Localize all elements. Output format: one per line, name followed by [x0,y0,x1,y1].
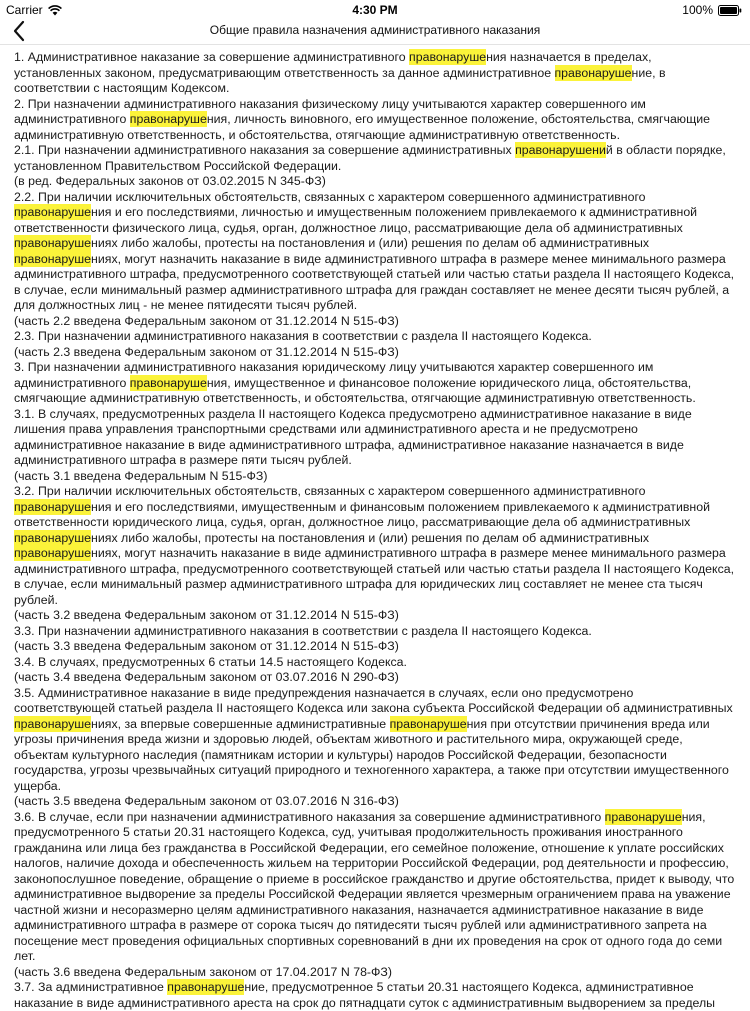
battery-icon [718,5,742,16]
paragraph-text: ниях либо жалобы, протесты на постановления и (или) решения по делам об административных [91,236,650,250]
search-highlight: правонаруше [14,236,92,250]
search-highlight: правонаруше [167,980,245,994]
paragraph-text: ние, предусмотренное 5 статьи 20.31 настоящего Кодекса, административное наказание в виде административного ареста на срок до пятнадцати суток с административным выдворением за пределы [14,980,716,1010]
search-highlight: правонаруше [129,375,207,390]
article-paragraph [14,407,736,469]
battery-percent: 100% [682,3,713,17]
article-paragraph [14,469,736,485]
paragraph-text: 3.4. В случаях, предусмотренных 6 статьи 14.5 настоящего Кодекса. [14,654,407,669]
article-paragraph [14,810,736,965]
status-time: 4:30 PM [352,3,398,17]
paragraph-text: (часть 3.5 введена Федеральным законом от 03.07.2016 N 316-ФЗ) [14,794,399,808]
paragraph-text: ниях, за впервые совершенные административные [91,716,390,731]
search-highlight: правонаруше [14,716,92,731]
article-paragraph [14,190,736,314]
paragraph-text: 3.3. При назначении административного наказания в соответствии с раздела II настоящего Кодекса. [14,623,592,638]
paragraph-text: ния и его последствиями, личностью и имущественным положением привлекаемого к административной ответственности физического лица, судья, орган, должностное лицо, рассматривающие дела об административных [14,205,698,235]
paragraph-text: ния при отсутствии причинения вреда или угрозы причинения вреда жизни и здоровью людей, объектам животного и растительного мира, окружающей среде, объектам культурного наследия (памятникам истории и культуры) народов Российской Федерации, безопасности государства, угрозы чрезвычайных ситуаций природного и техногенного характера, а также при отсутствии имущественного ущерба. [14,716,729,793]
search-highlight: правонаруше [14,205,92,219]
search-highlight: правонаруше [14,251,92,266]
paragraph-text: (часть 3.3 введена Федеральным законом от 31.12.2014 N 515-ФЗ) [14,639,399,653]
article-paragraph [14,686,736,795]
paragraph-text: 2.3. При назначении административного наказания в соответствии с раздела II настоящего Кодекса. [14,329,592,343]
article-paragraph [14,314,736,330]
article-paragraph [14,97,736,144]
paragraph-text: (часть 2.2 введена Федеральным законом от 31.12.2014 N 515-ФЗ) [14,313,399,328]
article-paragraph [14,980,736,1011]
article-paragraph [14,174,736,190]
article-paragraph [14,670,736,686]
paragraph-text: 3. При назначении административного наказания юридическому лицу учитываются характер совершенного им административного [14,360,654,390]
search-highlight: правонаруше [14,546,92,560]
paragraph-text: 3.1. В случаях, предусмотренных раздела II настоящего Кодекса предусмотрено административное наказание в виде лишения права управления транспортными средствами или административного ареста и не предусмотрено административное наказание в виде административного штрафа, административное наказание назначается в виде административного штрафа в размере пяти тысяч рублей. [14,406,692,467]
paragraph-text: ния, предусмотренного 5 статьи 20.31 настоящего Кодекса, суд, учитывая продолжительность проживания иностранного гражданина или лица без гражданства в Российской Федерации, его семейное положение, отношение к уплате российских налогов, наличие дохода и обеспеченность жильем на территории Российской Федерации, род деятельности и профессию, законопослушное поведение, обращение о приеме в российское гражданство и другие обстоятельства, придет к выводу, что административное выдворение за пределы Российской Федерации является чрезмерным ограничением права на уважение частной жизни и несоразмерно целям административного наказания, назначается административное наказание в виде административного штрафа в размере от сорока тысяч до пятидесяти тысяч рублей или административного запрета на посещение мест проведения официальных спортивных соревнований в дни их проведения на срок от одного года до семи лет. [14,809,735,963]
paragraph-text: 3.5. Административное наказание в виде предупреждения назначается в случаях, если оно предусмотрено соответствующей статьей раздела II настоящего Кодекса или закона субъекта Российской Федерации об административных [14,685,733,715]
paragraph-text: (часть 3.4 введена Федеральным законом от 03.07.2016 N 290-ФЗ) [14,670,399,684]
article-paragraph [14,143,736,174]
article-paragraph [14,624,736,640]
paragraph-text: ниях, могут назначить наказание в виде административного штрафа в размере менее минимального размера административного штрафа, предусмотренного соответствующей статьей или частью статьи раздела II настоящего Кодекса, в случае, если минимальный размер административного штрафа для юридических лиц составляет не менее ста тысяч рублей. [14,546,735,607]
paragraph-text: (часть 3.2 введена Федеральным законом от 31.12.2014 N 515-ФЗ) [14,608,399,622]
search-highlight: правонарушени [515,143,606,157]
status-right [682,3,742,17]
paragraph-text: 1. Административное наказание за совершение административного [14,50,410,64]
search-highlight: правонаруше [409,50,487,64]
navigation-bar [0,20,750,45]
paragraph-text: 2. При назначении административного наказания физическому лицу учитываются характер совершенного им административного [14,96,646,126]
paragraph-text: ния и его последствиями, имущественным и финансовым положением привлекаемого к административной ответственности юридического лица, судья, орган, должностное лицо, рассматривающие дела об административных [14,499,710,529]
article-paragraph [14,794,736,810]
search-highlight: правонаруше [604,809,682,824]
paragraph-text: ниях, могут назначить наказание в виде административного штрафа в размере менее минимального размера административного штрафа, предусмотренного соответствующей статьей или частью статьи раздела II настоящего Кодекса, в случае, если минимальный размер административного штрафа для граждан составляет не менее десяти тысяч рублей, а для должностных лиц - не менее пятидесяти тысяч рублей. [14,251,735,312]
paragraph-text: ниях либо жалобы, протесты на постановления и (или) решения по делам об административных [91,530,650,545]
paragraph-text: 3.7. За административное [14,980,168,994]
paragraph-text: ния, личность виновного, его имущественное положение, обстоятельства, смягчающие административную ответственность, и обстоятельства, отягчающие административную ответственность. [14,112,710,142]
paragraph-text: 3.6. В случае, если при назначении административного наказания за совершение административного [14,809,605,824]
carrier-label: Carrier [6,3,43,17]
status-bar [0,0,750,20]
paragraph-text: (в ред. Федеральных законов от 03.02.2015 N 345-ФЗ) [14,174,326,188]
article-paragraph [14,345,736,361]
paragraph-text: (часть 2.3 введена Федеральным законом от 31.12.2014 N 515-ФЗ) [14,344,399,359]
paragraph-text: 3.2. При наличии исключительных обстоятельств, связанных с характером совершенного административного [14,484,646,498]
paragraph-text: ния, имущественное и финансовое положение юридического лица, обстоятельства, смягчающие административную ответственность, и обстоятельства, отягчающие административную ответственность. [14,375,696,405]
paragraph-text: й в области порядке, установленном Правительством Российской Федерации. [14,143,726,173]
article-paragraph [14,484,736,608]
search-highlight: правонаруше [554,65,632,80]
article-paragraph [14,639,736,655]
article-paragraph [14,965,736,981]
search-highlight: правонаруше [129,112,207,126]
search-highlight: правонаруше [14,530,92,545]
article-paragraph [14,655,736,671]
paragraph-text: (часть 3.6 введена Федеральным законом от 17.04.2017 N 78-ФЗ) [14,964,392,979]
search-highlight: правонаруше [14,499,92,514]
article-paragraph [14,360,736,407]
paragraph-text: (часть 3.1 введена Федеральным N 515-ФЗ) [14,468,268,483]
paragraph-text: ния назначается в пределах, установленных законом, предусматривающим ответственность за данное административное [14,50,652,80]
paragraph-text: ние, в соответствии с настоящим Кодексом. [14,65,666,95]
paragraph-text: 2.2. При наличии исключительных обстоятельств, связанных с характером совершенного административного [14,189,646,204]
page-title: Общие правила назначения административного наказания [209,23,541,37]
paragraph-text: 2.1. При назначении административного наказания за совершение административных [14,143,516,157]
article-paragraph [14,329,736,345]
article-paragraph [14,50,736,97]
article-paragraph [14,608,736,624]
search-highlight: правонаруше [389,716,467,731]
article-text [14,50,736,1011]
